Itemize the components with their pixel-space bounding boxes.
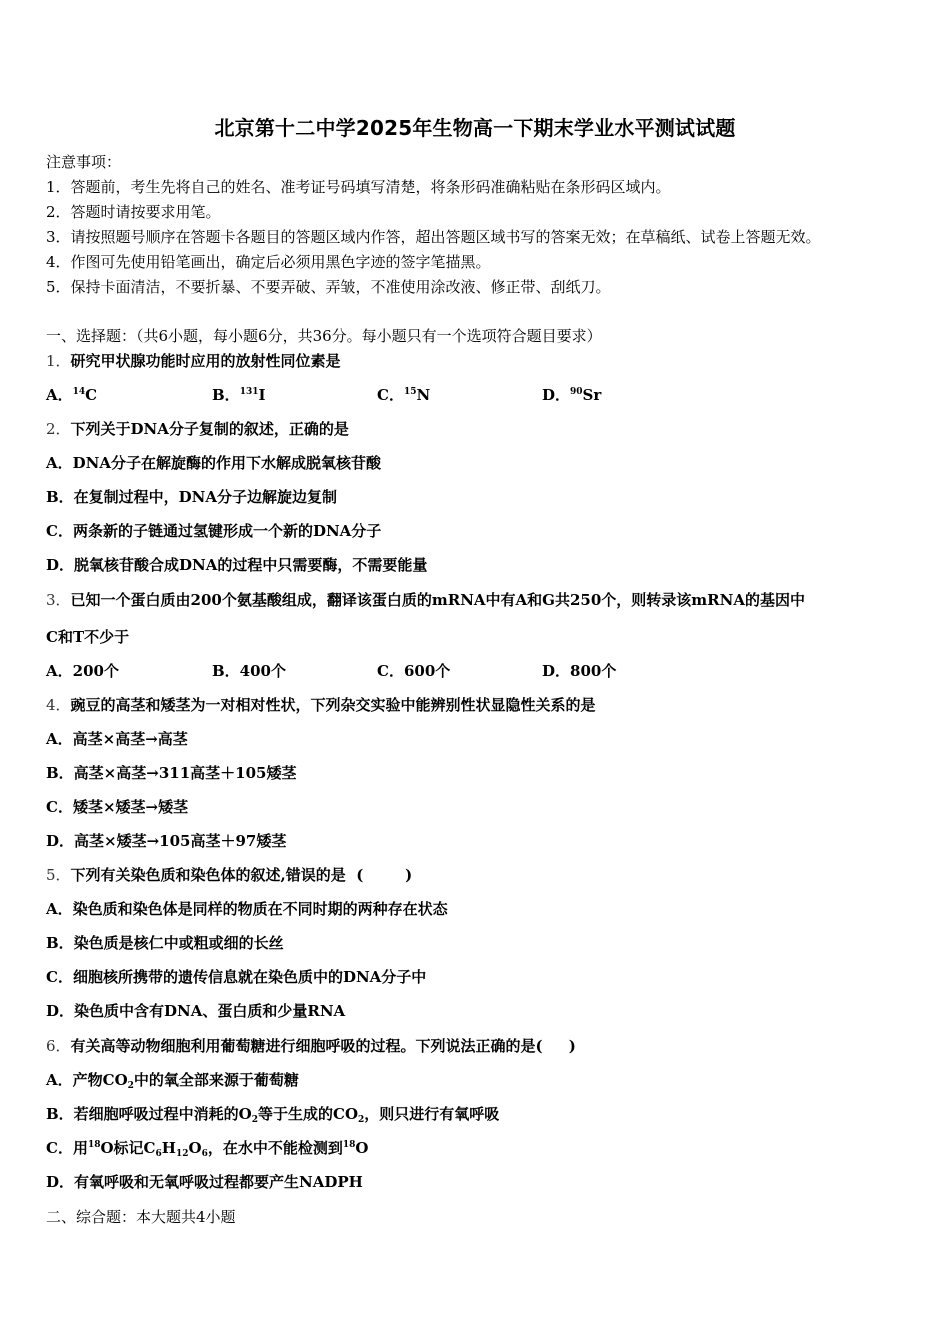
question-stem: 下列有关染色质和染色体的叙述,错误的是 ( ) <box>70 866 413 884</box>
notice-item: 2．答题时请按要求用笔。 <box>46 203 221 221</box>
option-a[interactable]: A．200个 <box>46 662 119 680</box>
option-d[interactable]: D．$^{90}$Sr <box>542 386 602 404</box>
option-c[interactable]: C．两条新的子链通过氢键形成一个新的DNA分子 <box>46 522 382 540</box>
page-title: 北京第十二中学2025年生物高一下期末学业水平测试试题 <box>214 116 736 140</box>
section-heading: 二、综合题：本大题共4小题 <box>46 1208 236 1226</box>
option-a[interactable]: A．高茎×高茎→高茎 <box>46 730 188 748</box>
option-c[interactable]: C．600个 <box>377 662 451 680</box>
option-c[interactable]: C．$^{15}$N <box>377 386 431 404</box>
question-stem: 研究甲状腺功能时应用的放射性同位素是 <box>70 352 341 370</box>
option-b[interactable]: B．染色质是核仁中或粗或细的长丝 <box>46 934 284 952</box>
option-b[interactable]: B．高茎×高茎→311高茎＋105矮茎 <box>46 764 297 782</box>
notice-heading: 注意事项： <box>46 153 122 171</box>
question-4 <box>46 696 596 714</box>
option-d[interactable]: D．染色质中含有DNA、蛋白质和少量RNA <box>46 1002 346 1020</box>
option-b[interactable]: B．400个 <box>212 662 286 680</box>
question-stem: 有关高等动物细胞利用葡萄糖进行细胞呼吸的过程。下列说法正确的是( ) <box>70 1037 576 1055</box>
notice-item: 3．请按照题号顺序在答题卡各题目的答题区域内作答，超出答题区域书写的答案无效；在草稿纸、试卷上答题无效。 <box>46 228 821 246</box>
question-stem: 已知一个蛋白质由200个氨基酸组成，翻译该蛋白质的mRNA中有A和G共250个，则转录该mRNA的基因中 <box>70 591 805 609</box>
question-5 <box>46 866 412 884</box>
notice-item: 5．保持卡面清洁，不要折暴、不要弄破、弄皱，不准使用涂改液、修正带、刮纸刀。 <box>46 278 611 296</box>
question-1 <box>46 352 341 370</box>
option-d[interactable]: D．高茎×矮茎→105高茎＋97矮茎 <box>46 832 287 850</box>
question-3 <box>46 591 805 609</box>
option-a[interactable]: A．DNA分子在解旋酶的作用下水解成脱氧核苷酸 <box>46 454 381 472</box>
question-number: 6． <box>46 1037 71 1055</box>
option-d[interactable]: D．800个 <box>542 662 617 680</box>
section-heading: 一、选择题：（共6小题，每小题6分，共36分。每小题只有一个选项符合题目要求） <box>46 327 602 345</box>
question-number: 3． <box>46 591 71 609</box>
notice-item: 1．答题前，考生先将自己的姓名、准考证号码填写清楚，将条形码准确粘贴在条形码区域内。 <box>46 178 671 196</box>
question-number: 1． <box>46 352 71 370</box>
question-stem: 下列关于DNA分子复制的叙述，正确的是 <box>70 420 349 438</box>
option-c[interactable]: C．用$^{18}$O标记$C_6H_{12}O_6$，在水中不能检测到$^{18}$O <box>46 1139 369 1159</box>
question-stem-continued: C和T不少于 <box>46 628 130 646</box>
question-6 <box>46 1037 576 1055</box>
option-a[interactable]: A．产物$CO_2$中的氧全部来源于葡萄糖 <box>46 1071 299 1091</box>
option-b[interactable]: B．若细胞呼吸过程中消耗的$O_2$等于生成的$CO_2$，则只进行有氧呼吸 <box>46 1105 500 1125</box>
option-c[interactable]: C．矮茎×矮茎→矮茎 <box>46 798 189 816</box>
option-d[interactable]: D．有氧呼吸和无氧呼吸过程都要产生NADPH <box>46 1173 363 1191</box>
option-b[interactable]: B．在复制过程中，DNA分子边解旋边复制 <box>46 488 338 506</box>
option-d[interactable]: D．脱氧核苷酸合成DNA的过程中只需要酶，不需要能量 <box>46 556 428 574</box>
question-number: 4． <box>46 696 71 714</box>
question-2 <box>46 420 349 438</box>
question-number: 2． <box>46 420 71 438</box>
option-a[interactable]: A．染色质和染色体是同样的物质在不同时期的两种存在状态 <box>46 900 448 918</box>
question-stem: 豌豆的高茎和矮茎为一对相对性状，下列杂交实验中能辨别性状显隐性关系的是 <box>70 696 596 714</box>
option-b[interactable]: B．$^{131}$I <box>212 386 266 404</box>
notice-item: 4．作图可先使用铅笔画出，确定后必须用黑色字迹的签字笔描黑。 <box>46 253 491 271</box>
question-number: 5． <box>46 866 71 884</box>
option-a[interactable]: A．$^{14}$C <box>46 386 98 404</box>
option-c[interactable]: C．细胞核所携带的遗传信息就在染色质中的DNA分子中 <box>46 968 427 986</box>
